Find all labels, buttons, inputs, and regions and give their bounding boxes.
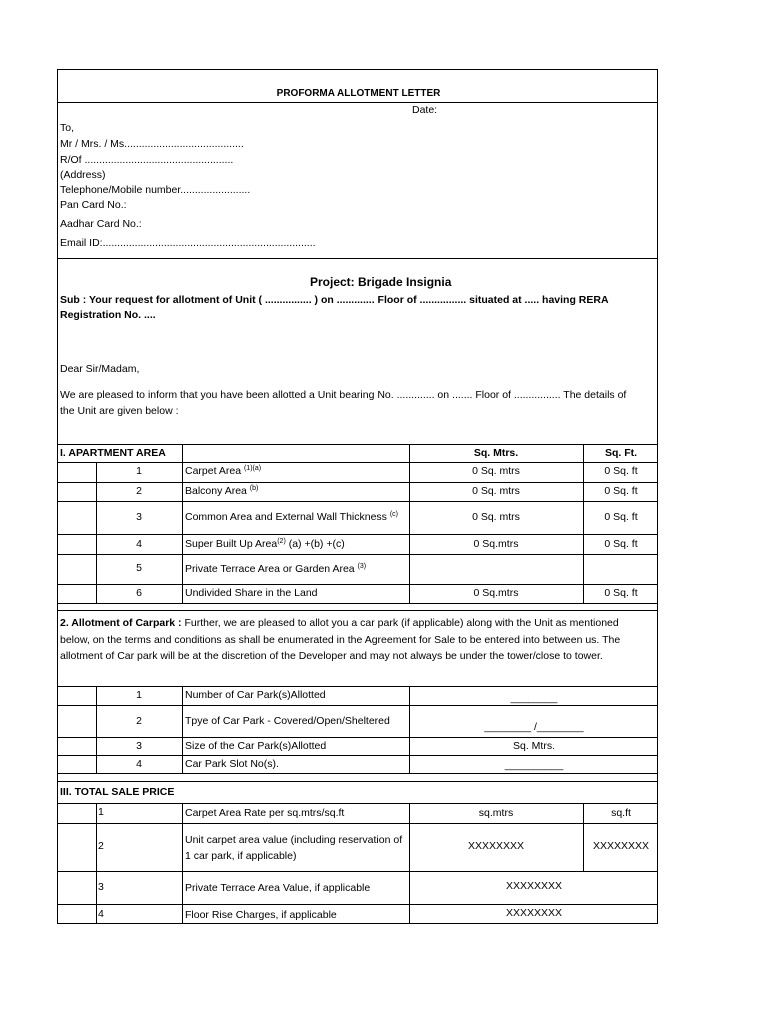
table-border bbox=[58, 781, 658, 782]
carpark-row-value: ________ /________ bbox=[484, 721, 584, 733]
table-border bbox=[58, 755, 658, 756]
carpark-para-line-2: below, on the terms and conditions as shall be enumerated in the Agreement for Sale to be entered into between us. The bbox=[60, 634, 621, 646]
table-border bbox=[58, 737, 658, 738]
email-line: Email ID:......................................................................... bbox=[60, 237, 316, 249]
carpark-row-no: 3 bbox=[136, 740, 142, 752]
table-border bbox=[409, 444, 410, 603]
sale-row-label: Carpet Area Rate per sq.mtrs/sq.ft bbox=[185, 807, 345, 819]
apartment-row-sqft: 0 Sq. ft bbox=[604, 465, 638, 477]
divider bbox=[58, 102, 658, 103]
apartment-heading: I. APARTMENT AREA bbox=[60, 447, 166, 459]
allotment-letter bbox=[57, 69, 658, 924]
subject-line-1: Sub : Your request for allotment of Unit ( ................ ) on ............. Floor of ................ situated at ..... having RERA bbox=[60, 294, 609, 306]
table-border bbox=[58, 534, 658, 535]
table-border bbox=[58, 482, 658, 483]
table-border bbox=[182, 686, 183, 773]
table-border bbox=[409, 686, 410, 773]
carpark-row-label: Number of Car Park(s)Allotted bbox=[185, 689, 326, 701]
table-border bbox=[182, 803, 183, 924]
table-border bbox=[96, 686, 97, 773]
sale-row-sqm: XXXXXXXX bbox=[467, 840, 525, 852]
apartment-row-label: Common Area and External Wall Thickness $^{(c)}$ bbox=[185, 511, 399, 523]
date-label: Date: bbox=[412, 104, 438, 116]
sale-row-label: Unit carpet area value (including reservation of 1 car park, if applicable) bbox=[185, 834, 403, 862]
letter-body-line-1: We are pleased to inform that you have been allotted a Unit bearing No. ............. on ....... Floor of ................ The details of bbox=[60, 389, 627, 401]
sale-row-sqm: sq.mtrs bbox=[478, 807, 514, 819]
apartment-row-label: Private Terrace Area or Garden Area $^{(3)}$ bbox=[185, 563, 367, 575]
col-sq-mtrs: Sq. Mtrs. bbox=[473, 447, 519, 459]
sale-row-no: 1 bbox=[98, 806, 104, 818]
table-border bbox=[58, 501, 658, 502]
table-border bbox=[58, 610, 658, 611]
apartment-row-label: Super Built Up Area$^{(2)}$ (a) +(b) +(c) bbox=[185, 538, 345, 550]
letter-body-line-2: the Unit are given below : bbox=[60, 405, 179, 417]
carpark-para-line-3: allotment of Car park will be at the discretion of the Developer and may not always be under the tower/close to tower. bbox=[60, 650, 603, 662]
table-border bbox=[58, 444, 658, 445]
table-border bbox=[58, 904, 658, 905]
salutation: Dear Sir/Madam, bbox=[60, 363, 140, 375]
apartment-row-sqm: 0 Sq.mtrs bbox=[473, 587, 519, 599]
col-sq-ft: Sq. Ft. bbox=[604, 447, 638, 459]
apartment-row-no: 4 bbox=[136, 538, 142, 550]
apartment-row-no: 1 bbox=[136, 465, 142, 477]
sale-row-no: 2 bbox=[98, 840, 104, 852]
table-border bbox=[58, 603, 658, 604]
carpark-para-line-1: 2. Allotment of Carpark : Further, we are pleased to allot you a car park (if applicable) along with the Unit as mentioned bbox=[60, 617, 619, 629]
apartment-row-no: 6 bbox=[136, 587, 142, 599]
sale-row-no: 3 bbox=[98, 881, 104, 893]
table-border bbox=[96, 803, 97, 924]
carpark-row-no: 4 bbox=[136, 758, 142, 770]
apartment-row-sqft: 0 Sq. ft bbox=[604, 511, 638, 523]
sale-row-value: XXXXXXXX bbox=[505, 880, 563, 892]
sale-row-label: Floor Rise Charges, if applicable bbox=[185, 909, 337, 921]
carpark-row-no: 2 bbox=[136, 715, 142, 727]
carpark-row-value: __________ bbox=[504, 759, 564, 771]
apartment-row-no: 3 bbox=[136, 511, 142, 523]
carpark-row-value: ________ bbox=[510, 692, 558, 704]
apartment-row-sqm: 0 Sq.mtrs bbox=[473, 538, 519, 550]
table-border bbox=[583, 444, 584, 603]
table-border bbox=[583, 803, 584, 871]
sale-row-no: 4 bbox=[98, 908, 104, 920]
apartment-row-no: 2 bbox=[136, 485, 142, 497]
carpark-row-label: Tpye of Car Park - Covered/Open/Sheltered bbox=[185, 715, 390, 727]
sale-row-value: XXXXXXXX bbox=[505, 907, 563, 919]
name-line: Mr / Mrs. / Ms......................................... bbox=[60, 138, 244, 150]
table-border bbox=[58, 803, 658, 804]
apartment-row-sqft: 0 Sq. ft bbox=[604, 485, 638, 497]
to-line: To, bbox=[60, 122, 75, 134]
subject-line-2: Registration No. .... bbox=[60, 309, 156, 321]
carpark-row-label: Car Park Slot No(s). bbox=[185, 758, 279, 770]
apartment-row-sqm: 0 Sq. mtrs bbox=[472, 485, 520, 497]
sale-row-sqft: sq.ft bbox=[611, 807, 631, 819]
apartment-row-label: Balcony Area $^{(b)}$ bbox=[185, 485, 259, 497]
page-title: PROFORMA ALLOTMENT LETTER bbox=[276, 88, 441, 99]
aadhar-line: Aadhar Card No.: bbox=[60, 218, 142, 230]
table-border bbox=[409, 803, 410, 924]
apartment-row-sqm: 0 Sq. mtrs bbox=[472, 511, 520, 523]
project-title: Project: Brigade Insignia bbox=[310, 275, 452, 289]
carpark-row-value: Sq. Mtrs. bbox=[512, 740, 555, 752]
rof-line: R/Of ................................................... bbox=[60, 154, 234, 166]
sale-price-heading: III. TOTAL SALE PRICE bbox=[60, 786, 175, 798]
apartment-row-sqft: 0 Sq. ft bbox=[604, 538, 638, 550]
sale-row-sqft: XXXXXXXX bbox=[592, 840, 650, 852]
apartment-row-label: Undivided Share in the Land bbox=[185, 587, 318, 599]
pan-line: Pan Card No.: bbox=[60, 199, 127, 211]
carpark-row-no: 1 bbox=[136, 689, 142, 701]
apartment-row-sqm: 0 Sq. mtrs bbox=[472, 465, 520, 477]
table-border bbox=[58, 705, 658, 706]
table-border bbox=[58, 686, 658, 687]
apartment-row-label: Carpet Area $^{(1)(a)}$ bbox=[185, 465, 262, 477]
address-line: (Address) bbox=[60, 169, 106, 181]
table-border bbox=[58, 554, 658, 555]
table-border bbox=[58, 462, 658, 463]
table-border bbox=[182, 444, 183, 603]
sale-row-label: Private Terrace Area Value, if applicable bbox=[185, 882, 371, 894]
table-border bbox=[58, 871, 658, 872]
apartment-row-no: 5 bbox=[136, 562, 142, 574]
phone-line: Telephone/Mobile number........................ bbox=[60, 184, 251, 196]
table-border bbox=[58, 823, 658, 824]
apartment-row-sqft: 0 Sq. ft bbox=[604, 587, 638, 599]
table-border bbox=[58, 584, 658, 585]
divider bbox=[58, 258, 658, 259]
table-border bbox=[96, 462, 97, 603]
table-border bbox=[58, 773, 658, 774]
carpark-row-label: Size of the Car Park(s)Allotted bbox=[185, 740, 327, 752]
